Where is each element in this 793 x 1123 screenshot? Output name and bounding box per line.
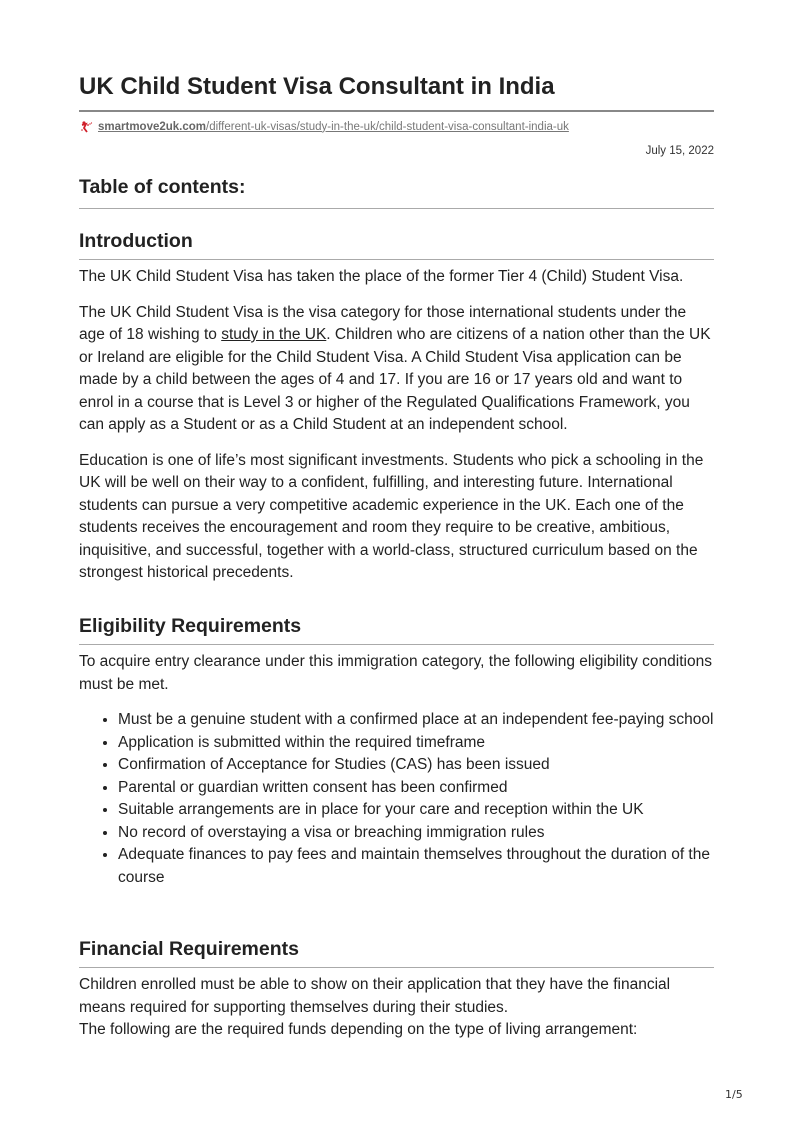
list-item: • No record of overstaying a visa or breaching immigration rules (118, 822, 714, 845)
list-item: • Application is submitted within the required timeframe (118, 732, 714, 755)
study-in-uk-link[interactable]: study in the UK (221, 326, 327, 343)
financial-paragraph-1: Children enrolled must be able to show on their application that they have the financial means required for supporting themselves during their studies. (79, 976, 671, 1016)
eligibility-section (79, 615, 714, 889)
financial-section (79, 938, 714, 1042)
toc-heading: Table of contents: (79, 176, 714, 209)
list-item: • Suitable arrangements are in place for your care and reception within the UK (118, 799, 714, 822)
list-item: • Must be a genuine student with a confirmed place at an independent fee-paying school (118, 709, 714, 732)
intro-paragraph-1: The UK Child Student Visa has taken the place of the former Tier 4 (Child) Student Visa. (79, 268, 684, 285)
eligibility-list (79, 709, 714, 889)
page-number: 1/5 (725, 1088, 743, 1101)
list-item: • Parental or guardian written consent has been confirmed (118, 777, 714, 800)
source-link[interactable]: smartmove2uk.com/different-uk-visas/study-in-the-uk/child-student-visa-consultant-india-uk (98, 120, 569, 133)
list-item: • Adequate finances to pay fees and maintain themselves throughout the duration of the course (118, 844, 714, 889)
list-item: • Confirmation of Acceptance for Studies (CAS) has been issued (118, 754, 714, 777)
eligibility-intro: To acquire entry clearance under this immigration category, the following eligibility conditions must be met. (79, 653, 712, 693)
publish-date: July 15, 2022 (645, 145, 714, 157)
source-url (79, 119, 569, 134)
intro-paragraph-2: The UK Child Student Visa is the visa category for those international students under the age of 18 wishing to study in the UK. Children who are citizens of a nation other than the UK or Ireland are eligible for the Child Student Visa. A Child Student Visa application can be made by a child between the ages of 4 and 17. If you are 16 or 17 years old and want to enrol in a course that is Level 3 or higher of the Regulated Qualifications Framework, you can apply as a Student or as a Child Student at an independent school. (79, 303, 711, 433)
financial-heading: Financial Requirements (79, 938, 714, 968)
smartmove2uk-logo-icon (79, 119, 94, 134)
financial-paragraph-2: The following are the required funds depending on the type of living arrangement: (79, 1021, 638, 1038)
introduction-section (79, 230, 714, 585)
intro-paragraph-3: Education is one of life’s most significant investments. Students who pick a schooling in the UK will be well on their way to a confident, fulfilling, and interesting future. International students can pursue a very competitive academic experience in the UK. Each one of the students receives the encouragement and room they require to be creative, ambitious, inquisitive, and successful, together with a world-class, structured curriculum based on the strongest historical precedents. (79, 451, 704, 581)
page-title: UK Child Student Visa Consultant in India (79, 73, 555, 100)
title-divider (79, 110, 714, 112)
introduction-heading: Introduction (79, 230, 714, 260)
toc-section (79, 176, 714, 209)
eligibility-heading: Eligibility Requirements (79, 615, 714, 645)
